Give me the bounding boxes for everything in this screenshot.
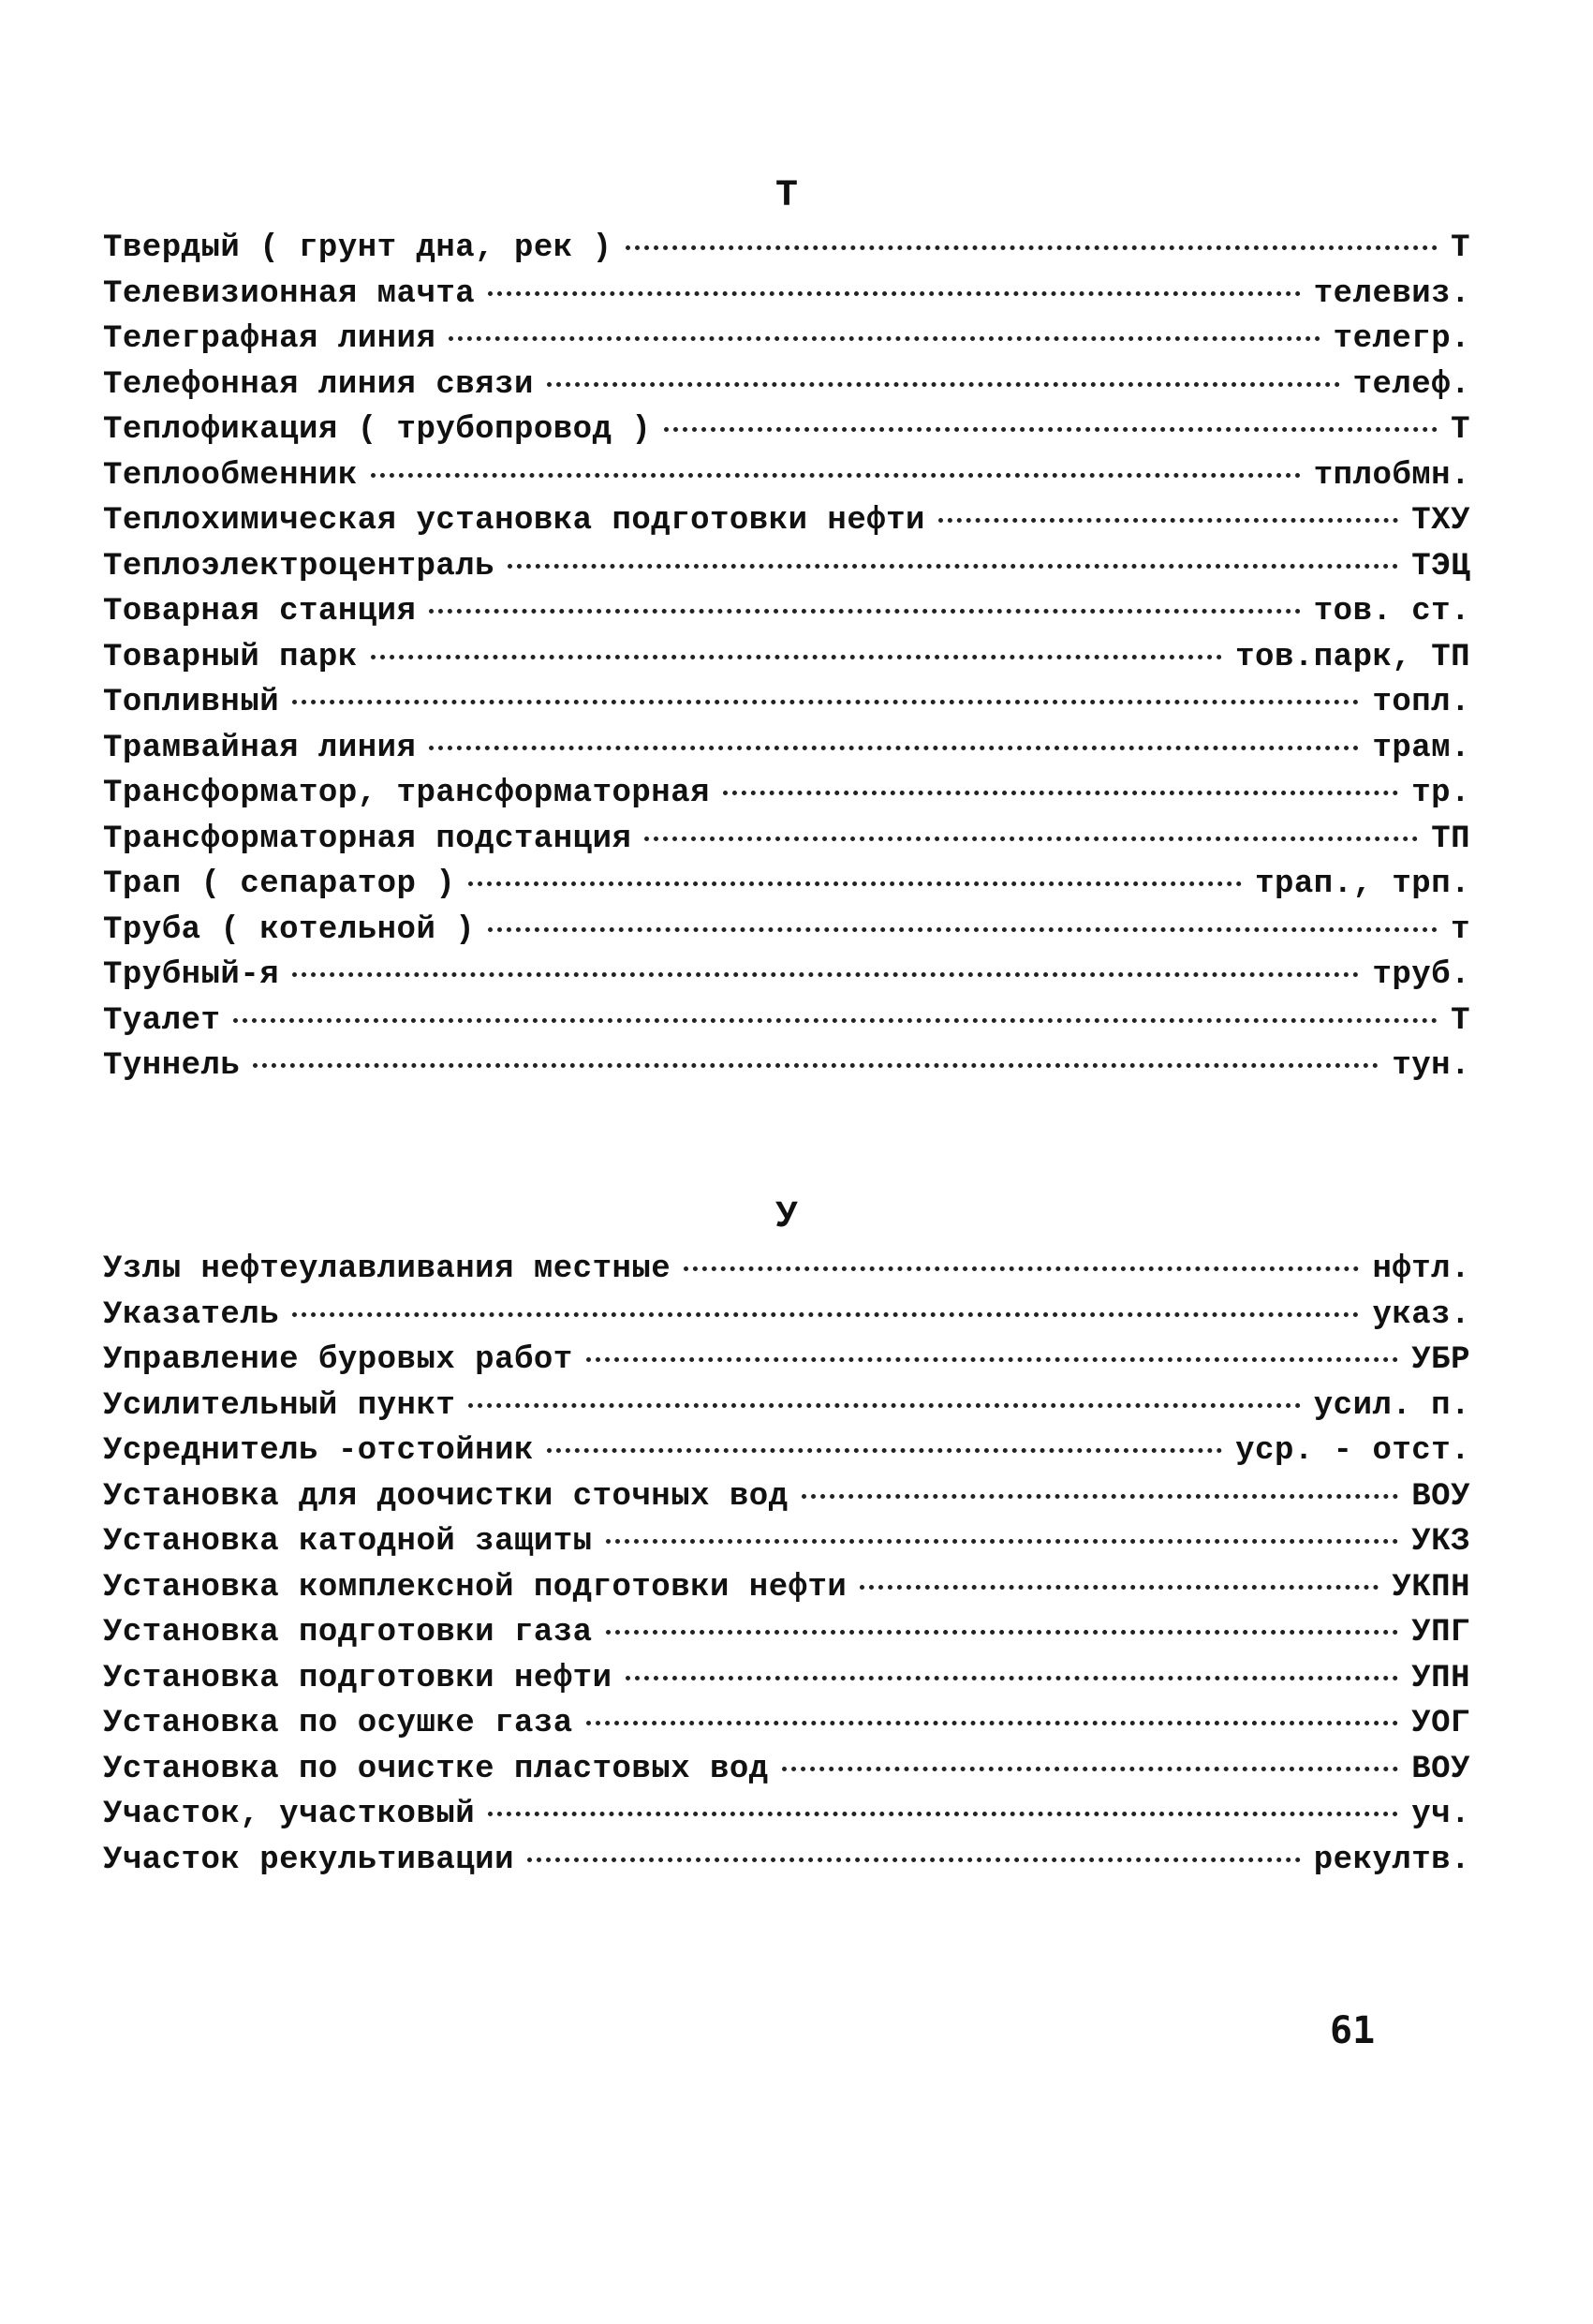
- dot-leader: [802, 1494, 1399, 1499]
- entry-term: Трубный-я: [103, 957, 280, 993]
- entry-list: [103, 230, 1470, 1094]
- dot-leader: [468, 1403, 1301, 1408]
- entry-abbreviation: т: [1451, 911, 1470, 948]
- entry: [103, 1297, 1470, 1343]
- entry-term: Трансформатор, трансформаторная: [103, 776, 711, 811]
- entry-list: [103, 1251, 1470, 1887]
- entry-term: Телеграфная линия: [103, 321, 436, 357]
- entry: [103, 503, 1470, 549]
- entry-term: Трап ( сепаратор ): [103, 866, 456, 902]
- entry-abbreviation: телегр.: [1333, 321, 1470, 357]
- section-t: [103, 169, 1470, 1094]
- entry: [103, 1843, 1470, 1888]
- dot-leader: [371, 655, 1222, 659]
- entry: [103, 1342, 1470, 1388]
- dot-leader: [586, 1357, 1399, 1362]
- entry: [103, 685, 1470, 731]
- entry: [103, 912, 1470, 958]
- entry: [103, 230, 1470, 276]
- dot-leader: [488, 927, 1438, 932]
- entry-term: Установка подготовки газа: [103, 1615, 593, 1650]
- entry: [103, 1048, 1470, 1094]
- entry: [103, 866, 1470, 912]
- entry-term: Твердый ( грунт дна, рек ): [103, 230, 612, 266]
- entry-term: Участок рекультивации: [103, 1842, 514, 1878]
- entry-abbreviation: Т: [1451, 230, 1470, 266]
- dot-leader: [664, 427, 1438, 432]
- entry-term: Туннель: [103, 1048, 241, 1084]
- entry: [103, 1570, 1470, 1616]
- entry: [103, 1797, 1470, 1843]
- dot-leader: [429, 746, 1359, 750]
- entry: [103, 957, 1470, 1003]
- entry-abbreviation: УОГ: [1411, 1706, 1470, 1741]
- entry-term: Трамвайная линия: [103, 730, 417, 766]
- entry: [103, 594, 1470, 640]
- entry: [103, 276, 1470, 322]
- entry-abbreviation: уср. - отст.: [1235, 1433, 1470, 1469]
- entry: [103, 822, 1470, 867]
- entry-term: Теплохимическая установка подготовки нефти: [103, 503, 925, 539]
- entry-abbreviation: труб.: [1372, 957, 1470, 993]
- entry: [103, 1706, 1470, 1752]
- dot-leader: [938, 518, 1398, 523]
- entry-term: Телефонная линия связи: [103, 366, 534, 403]
- entry: [103, 367, 1470, 413]
- entry-abbreviation: усил. п.: [1313, 1387, 1470, 1424]
- entry-term: Установка катодной защиты: [103, 1524, 593, 1560]
- entry-abbreviation: трап., трп.: [1255, 866, 1470, 902]
- entry: [103, 1251, 1470, 1297]
- entry: [103, 321, 1470, 367]
- entry: [103, 1433, 1470, 1479]
- entry: [103, 1524, 1470, 1570]
- entry-term: Управление буровых работ: [103, 1342, 573, 1378]
- entry-abbreviation: тр.: [1411, 776, 1470, 811]
- entry-abbreviation: Т: [1451, 412, 1470, 448]
- entry-abbreviation: телевиз.: [1313, 275, 1470, 312]
- entry-abbreviation: уч.: [1411, 1797, 1470, 1832]
- entry-term: Усреднитель -отстойник: [103, 1433, 534, 1469]
- dot-leader: [371, 473, 1301, 478]
- dot-leader: [292, 1312, 1359, 1317]
- dot-leader: [684, 1266, 1359, 1271]
- dot-leader: [468, 881, 1242, 886]
- dot-leader: [292, 700, 1359, 704]
- entry-term: Телевизионная мачта: [103, 275, 476, 312]
- entry-term: Топливный: [103, 685, 280, 720]
- entry-term: Теплообменник: [103, 457, 358, 494]
- entry-term: Теплоэлектроцентраль: [103, 548, 495, 585]
- entry-term: Туалет: [103, 1002, 221, 1039]
- entry-abbreviation: ВОУ: [1411, 1478, 1470, 1515]
- entry-abbreviation: топл.: [1372, 685, 1470, 720]
- entry: [103, 1479, 1470, 1525]
- entry-abbreviation: телеф.: [1352, 366, 1470, 403]
- entry-abbreviation: тплобмн.: [1313, 457, 1470, 494]
- entry-abbreviation: ТП: [1431, 821, 1470, 857]
- entry-term: Установка по очистке пластовых вод: [103, 1751, 769, 1787]
- entry: [103, 412, 1470, 458]
- dot-leader: [253, 1063, 1379, 1068]
- page-number: 61: [1330, 2009, 1376, 2052]
- section-letter: Т: [774, 175, 798, 217]
- dot-leader: [429, 609, 1300, 614]
- entry-term: Установка по осушке газа: [103, 1706, 573, 1741]
- dot-leader: [626, 245, 1438, 250]
- dot-leader: [488, 1812, 1398, 1816]
- entry-term: Трансформаторная подстанция: [103, 821, 632, 857]
- dot-leader: [723, 791, 1398, 795]
- entry-abbreviation: тов.парк, ТП: [1235, 639, 1470, 675]
- entry-abbreviation: тов. ст.: [1313, 594, 1470, 629]
- dot-leader: [508, 564, 1398, 569]
- entry-abbreviation: нфтл.: [1372, 1251, 1470, 1287]
- entry-abbreviation: ТХУ: [1411, 503, 1470, 539]
- dot-leader: [547, 1448, 1222, 1453]
- entry: [103, 1388, 1470, 1434]
- entry-abbreviation: ВОУ: [1411, 1751, 1470, 1787]
- entry-term: Установка подготовки нефти: [103, 1660, 612, 1696]
- entry: [103, 458, 1470, 504]
- section-letter: У: [774, 1196, 798, 1238]
- entry: [103, 549, 1470, 595]
- dot-leader: [606, 1539, 1399, 1544]
- entry: [103, 1661, 1470, 1707]
- entry-abbreviation: трам.: [1372, 730, 1470, 766]
- dot-leader: [449, 336, 1320, 341]
- entry: [103, 640, 1470, 686]
- entry-term: Установка комплексной подготовки нефти: [103, 1569, 848, 1606]
- entry-abbreviation: УКЗ: [1411, 1524, 1470, 1560]
- dot-leader: [488, 291, 1301, 296]
- dot-leader: [860, 1585, 1379, 1590]
- entry-abbreviation: указ.: [1372, 1296, 1470, 1333]
- entry-term: Установка для доочистки сточных вод: [103, 1478, 789, 1515]
- dot-leader: [547, 382, 1340, 387]
- entry-term: Усилительный пункт: [103, 1387, 456, 1424]
- dot-leader: [292, 972, 1359, 977]
- entry-abbreviation: УКПН: [1392, 1569, 1470, 1606]
- dot-leader: [606, 1630, 1399, 1635]
- dot-leader: [527, 1858, 1301, 1862]
- entry-term: Участок, участковый: [103, 1797, 476, 1832]
- entry: [103, 731, 1470, 777]
- entry: [103, 1752, 1470, 1798]
- dot-leader: [626, 1676, 1399, 1680]
- section-u: [103, 1190, 1470, 1887]
- entry: [103, 776, 1470, 822]
- dot-leader: [644, 836, 1418, 841]
- entry-abbreviation: ТЭЦ: [1411, 548, 1470, 585]
- entry-term: Указатель: [103, 1296, 280, 1333]
- entry-abbreviation: рекултв.: [1313, 1842, 1470, 1878]
- dot-leader: [586, 1721, 1399, 1725]
- entry-abbreviation: УБР: [1411, 1342, 1470, 1378]
- entry-abbreviation: Т: [1451, 1002, 1470, 1039]
- entry-term: Теплофикация ( трубопровод ): [103, 412, 652, 448]
- dot-leader: [233, 1018, 1438, 1023]
- entry-term: Труба ( котельной ): [103, 911, 476, 948]
- entry-abbreviation: УПН: [1411, 1660, 1470, 1696]
- entry: [103, 1615, 1470, 1661]
- entry-term: Товарный парк: [103, 639, 358, 675]
- dot-leader: [782, 1767, 1399, 1771]
- entry-abbreviation: УПГ: [1411, 1615, 1470, 1650]
- entry-term: Узлы нефтеулавливания местные: [103, 1251, 671, 1287]
- entry-term: Товарная станция: [103, 594, 417, 629]
- entry: [103, 1003, 1470, 1049]
- entry-abbreviation: тун.: [1392, 1048, 1470, 1084]
